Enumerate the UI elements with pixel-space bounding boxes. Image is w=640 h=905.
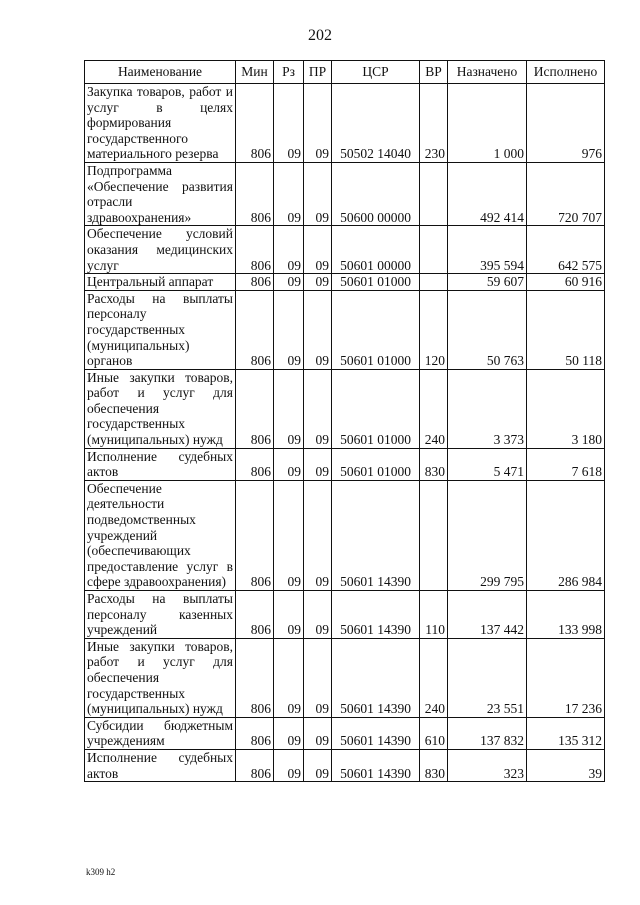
row-csr: 50502 14040 — [332, 84, 420, 163]
row-executed: 135 312 — [527, 717, 605, 749]
row-name: Иные закупки товаров, работ и услуг для обеспечения государственных (муниципальных) нужд — [85, 369, 236, 448]
row-vr — [420, 226, 448, 274]
row-pr: 09 — [304, 749, 332, 781]
footer-code: k309 h2 — [86, 867, 116, 877]
row-csr: 50601 01000 — [332, 448, 420, 480]
row-executed: 39 — [527, 749, 605, 781]
header-executed: Исполнено — [527, 61, 605, 84]
row-rz: 09 — [274, 591, 304, 639]
header-rz: Рз — [274, 61, 304, 84]
row-executed: 286 984 — [527, 480, 605, 590]
row-name: Закупка товаров, работ и услуг в целях формирования государственного материального резерва — [85, 84, 236, 163]
row-csr: 50601 14390 — [332, 480, 420, 590]
row-csr: 50601 14390 — [332, 591, 420, 639]
table-row — [85, 162, 605, 225]
row-rz: 09 — [274, 448, 304, 480]
row-name: Расходы на выплаты персоналу государственных (муниципальных) органов — [85, 290, 236, 369]
row-rz: 09 — [274, 290, 304, 369]
table-row — [85, 226, 605, 274]
row-executed: 3 180 — [527, 369, 605, 448]
row-csr: 50601 14390 — [332, 749, 420, 781]
row-pr: 09 — [304, 226, 332, 274]
row-csr: 50601 01000 — [332, 274, 420, 291]
row-min: 806 — [236, 290, 274, 369]
row-vr — [420, 274, 448, 291]
row-executed: 720 707 — [527, 162, 605, 225]
table-row — [85, 448, 605, 480]
row-executed: 642 575 — [527, 226, 605, 274]
header-assigned: Назначено — [448, 61, 527, 84]
table-row — [85, 369, 605, 448]
table-row — [85, 84, 605, 163]
row-pr: 09 — [304, 162, 332, 225]
row-executed: 17 236 — [527, 638, 605, 717]
row-assigned: 1 000 — [448, 84, 527, 163]
row-min: 806 — [236, 638, 274, 717]
row-executed: 7 618 — [527, 448, 605, 480]
row-assigned: 137 832 — [448, 717, 527, 749]
row-assigned: 299 795 — [448, 480, 527, 590]
row-min: 806 — [236, 591, 274, 639]
row-csr: 50601 01000 — [332, 290, 420, 369]
row-assigned: 395 594 — [448, 226, 527, 274]
table-row — [85, 717, 605, 749]
header-name: Наименование — [85, 61, 236, 84]
row-csr: 50601 14390 — [332, 717, 420, 749]
table-row — [85, 480, 605, 590]
row-rz: 09 — [274, 717, 304, 749]
header-min: Мин — [236, 61, 274, 84]
row-vr — [420, 480, 448, 590]
header-vr: ВР — [420, 61, 448, 84]
row-rz: 09 — [274, 369, 304, 448]
row-csr: 50600 00000 — [332, 162, 420, 225]
row-pr: 09 — [304, 638, 332, 717]
row-vr: 830 — [420, 448, 448, 480]
row-executed: 976 — [527, 84, 605, 163]
row-pr: 09 — [304, 84, 332, 163]
row-rz: 09 — [274, 226, 304, 274]
row-pr: 09 — [304, 717, 332, 749]
row-vr: 240 — [420, 369, 448, 448]
row-min: 806 — [236, 274, 274, 291]
row-rz: 09 — [274, 749, 304, 781]
row-name: Подпрограмма «Обеспечение развития отрасли здравоохранения» — [85, 162, 236, 225]
row-name: Исполнение судебных актов — [85, 448, 236, 480]
row-pr: 09 — [304, 369, 332, 448]
row-name: Субсидии бюджетным учреждениям — [85, 717, 236, 749]
row-executed: 133 998 — [527, 591, 605, 639]
row-pr: 09 — [304, 480, 332, 590]
row-vr — [420, 162, 448, 225]
row-vr: 120 — [420, 290, 448, 369]
row-csr: 50601 01000 — [332, 369, 420, 448]
row-assigned: 59 607 — [448, 274, 527, 291]
row-min: 806 — [236, 226, 274, 274]
row-vr: 610 — [420, 717, 448, 749]
row-assigned: 3 373 — [448, 369, 527, 448]
row-vr: 240 — [420, 638, 448, 717]
row-executed: 50 118 — [527, 290, 605, 369]
row-executed: 60 916 — [527, 274, 605, 291]
row-pr: 09 — [304, 591, 332, 639]
row-pr: 09 — [304, 274, 332, 291]
row-name: Исполнение судебных актов — [85, 749, 236, 781]
table-row — [85, 274, 605, 291]
row-assigned: 23 551 — [448, 638, 527, 717]
table-row — [85, 290, 605, 369]
row-name: Обеспечение деятельности подведомственных учреждений (обеспечивающих предоставление услуг в сфере здравоохранения) — [85, 480, 236, 590]
table-row — [85, 749, 605, 781]
row-min: 806 — [236, 162, 274, 225]
row-min: 806 — [236, 448, 274, 480]
table-row — [85, 591, 605, 639]
row-assigned: 50 763 — [448, 290, 527, 369]
row-assigned: 323 — [448, 749, 527, 781]
row-vr: 230 — [420, 84, 448, 163]
row-pr: 09 — [304, 448, 332, 480]
row-name: Обеспечение условий оказания медицинских услуг — [85, 226, 236, 274]
row-min: 806 — [236, 749, 274, 781]
row-rz: 09 — [274, 274, 304, 291]
row-vr: 830 — [420, 749, 448, 781]
row-assigned: 492 414 — [448, 162, 527, 225]
row-csr: 50601 00000 — [332, 226, 420, 274]
table-row — [85, 638, 605, 717]
row-rz: 09 — [274, 162, 304, 225]
row-name: Иные закупки товаров, работ и услуг для обеспечения государственных (муниципальных) нужд — [85, 638, 236, 717]
row-pr: 09 — [304, 290, 332, 369]
budget-table — [84, 60, 605, 782]
row-rz: 09 — [274, 480, 304, 590]
row-min: 806 — [236, 717, 274, 749]
row-csr: 50601 14390 — [332, 638, 420, 717]
row-assigned: 137 442 — [448, 591, 527, 639]
row-min: 806 — [236, 84, 274, 163]
row-assigned: 5 471 — [448, 448, 527, 480]
header-csr: ЦСР — [332, 61, 420, 84]
page-number: 202 — [308, 27, 332, 44]
row-name: Расходы на выплаты персоналу казенных учреждений — [85, 591, 236, 639]
row-name: Центральный аппарат — [85, 274, 236, 291]
row-vr: 110 — [420, 591, 448, 639]
row-rz: 09 — [274, 84, 304, 163]
header-pr: ПР — [304, 61, 332, 84]
table-header-row — [85, 61, 605, 84]
row-min: 806 — [236, 480, 274, 590]
row-min: 806 — [236, 369, 274, 448]
row-rz: 09 — [274, 638, 304, 717]
